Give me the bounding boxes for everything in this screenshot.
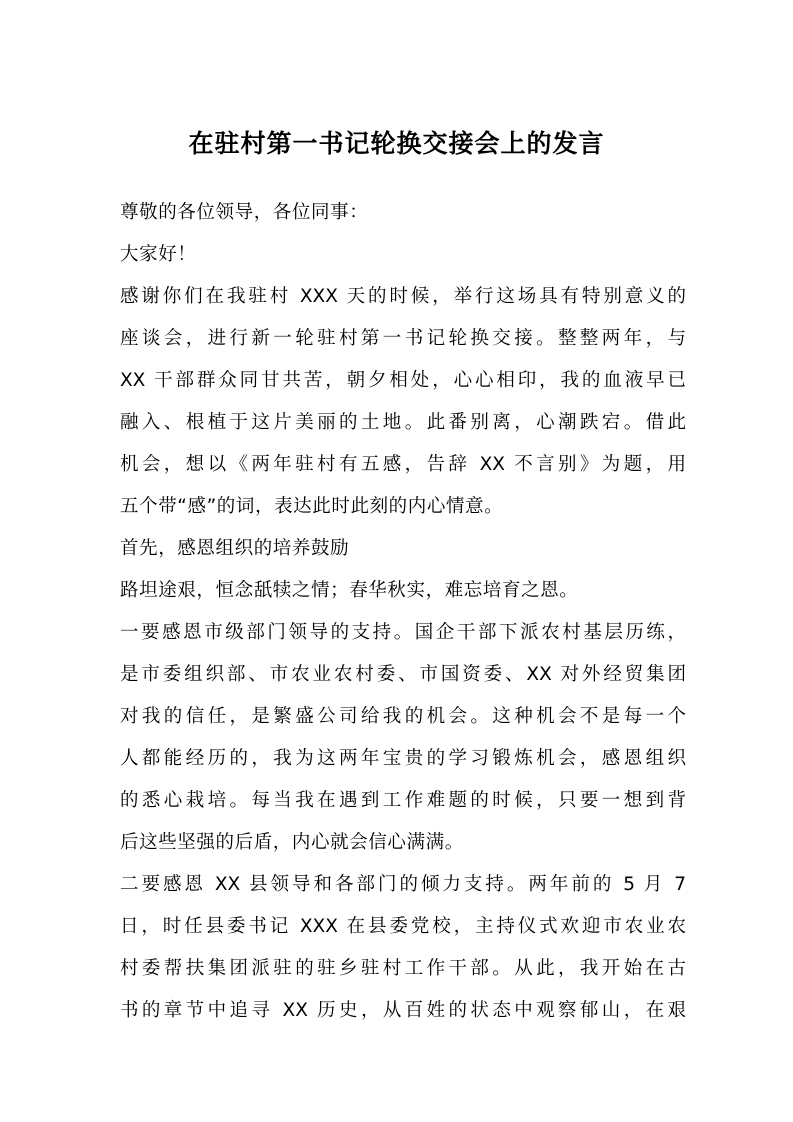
paragraph-line: 一要感恩市级部门领导的支持。国企干部下派农村基层历练， [120,622,686,643]
paragraph-line: 感谢你们在我驻村 XXX 天的时候，举行这场具有特别意义的 [120,286,686,307]
paragraph-line: XX 干部群众同甘共苦，朝夕相处，心心相印，我的血液早已 [120,370,686,391]
paragraph-line: 座谈会，进行新一轮驻村第一书记轮换交接。整整两年，与 [120,328,686,349]
paragraph-line: 人都能经历的，我为这两年宝贵的学习锻炼机会，感恩组织 [120,748,686,769]
paragraph-line: 对我的信任，是繁盛公司给我的机会。这种机会不是每一个 [120,706,686,727]
paragraph-line: 路坦途艰，恒念舐犊之情；春华秋实，难忘培育之恩。 [120,580,579,601]
paragraph-line: 机会，想以《两年驻村有五感，告辞 XX 不言别》为题，用 [120,454,686,475]
paragraph-line: 二要感恩 XX 县领导和各部门的倾力支持。两年前的 5 月 7 [120,874,686,895]
paragraph-line: 书的章节中追寻 XX 历史，从百姓的状态中观察郁山，在艰 [120,1000,686,1021]
paragraph-line: 五个带“感”的词，表达此时此刻的内心情意。 [120,496,504,517]
paragraph-line: 的悉心栽培。每当我在遇到工作难题的时候，只要一想到背 [120,790,686,811]
salutation-line: 尊敬的各位领导，各位同事： [120,202,369,223]
section-heading: 首先，感恩组织的培养鼓励 [120,538,350,559]
greeting-line: 大家好！ [120,244,197,265]
paragraph-line: 日，时任县委书记 XXX 在县委党校，主持仪式欢迎市农业农 [120,916,686,937]
paragraph-line: 后这些坚强的后盾，内心就会信心满满。 [120,832,464,853]
paragraph-line: 是市委组织部、市农业农村委、市国资委、XX 对外经贸集团 [120,664,686,685]
document-title: 在驻村第一书记轮换交接会上的发言 [188,129,605,158]
paragraph-line: 村委帮扶集团派驻的驻乡驻村工作干部。从此，我开始在古 [120,958,686,979]
paragraph-line: 融入、根植于这片美丽的土地。此番别离，心潮跌宕。借此 [120,412,686,433]
